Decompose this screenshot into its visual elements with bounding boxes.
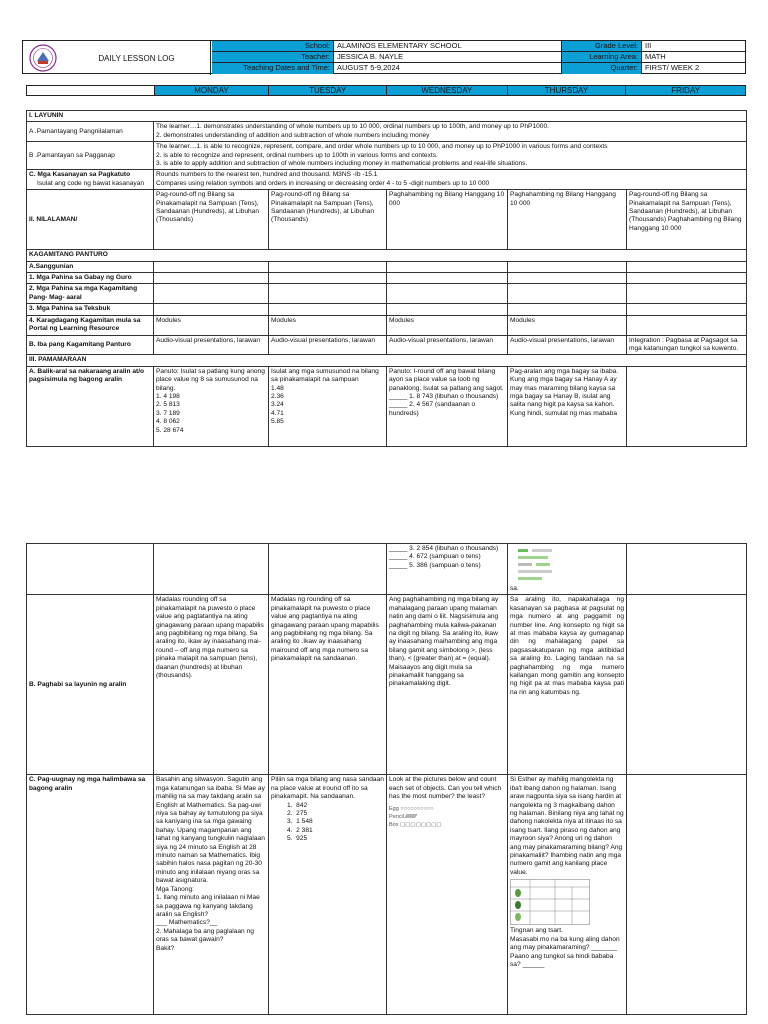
kagamitang-pang-aaral-label: 2. Mga Pahina sa mga Kagamitang Pang- Mag- aaral xyxy=(27,284,154,304)
layunin-heading: I. LAYUNIN xyxy=(27,111,747,122)
text-line: Panuto: Isulat sa patlang kung anong place value ng 8 sa sumusunod na bilang. xyxy=(156,367,265,392)
list-item: _____ 5. 386 (sampuan o tens) xyxy=(389,561,481,569)
objects-row: Egg ○○○○○○○○○○ xyxy=(389,805,434,812)
iba-thursday: Audio-visual presentations, larawan xyxy=(508,335,627,355)
grade-label: Grade Level: xyxy=(562,41,641,52)
balik-wednesday xyxy=(387,366,508,446)
pamamaraan-heading: III. PAMAMARAAN xyxy=(27,355,747,366)
karagdagang-thursday: Modules xyxy=(508,315,627,335)
objects-picture xyxy=(389,805,505,830)
list-item: 5. 925 xyxy=(287,835,308,843)
text-line: Masasabi mo na ba kung aling dahon ang may pinakamaraming? _______ xyxy=(510,935,620,952)
nilalaman-wednesday: Paghahambing ng Bilang Hanggang 10 000 xyxy=(387,190,508,250)
text-line: Panuto: I-round off ang bawat bilang ayon sa place value sa loob ng panaklong. Isulat sa patlang ang sagot. xyxy=(389,367,504,392)
karagdagang-wednesday: Modules xyxy=(387,315,508,335)
cell xyxy=(387,261,508,272)
teacher-value: JESSICA B. NAYLE xyxy=(334,52,561,63)
list-item: 2. 275 xyxy=(287,810,308,818)
leaf-chart-image xyxy=(510,879,590,925)
pag-uugnay-friday xyxy=(627,775,747,1015)
paghabi-label: B. Paghabi sa layunin ng aralin xyxy=(27,595,154,775)
text-line: 1. Ilang minuto ang inilalaan ni Mae sa paggawa ng kanyang takdang aralin sa English? xyxy=(156,894,260,918)
table-row xyxy=(27,304,747,315)
text-line: Rounds numbers to the nearest ten, hundred and thousand. M3NS -Ib -15.1 xyxy=(156,171,378,179)
list-item: 3. 1 548 xyxy=(287,818,313,826)
school-value: ALAMINOS ELEMENTARY SCHOOL xyxy=(334,41,561,52)
pag-uugnay-thursday xyxy=(508,775,627,1015)
text-line: Basahin ang sitwasyon. Sagutin ang mga katanungan sa ibaba. Si Mae ay mahilig na sa may takdang aralin sa English at Mathematics. Sa pag-uwi niya sa bahay ay tumutulong pa siya sa kaniyang ina sa mga gawaing bahay. Upang magampanan ang lahat ng kanyang tungkulin naglalaan siya ng 24 minuto sa English at 28 minuto naman sa Mathematics. Ibig sabihin halos nasa pagitan ng 20-30 minuto ang inilalaan niyang oras sa bawat asignatura. xyxy=(156,776,265,885)
cell xyxy=(387,304,508,315)
list-item: 2.36 xyxy=(271,392,284,400)
cell xyxy=(154,304,269,315)
cell xyxy=(154,544,269,595)
table-row xyxy=(27,273,747,284)
table-row xyxy=(27,250,747,261)
quarter-value: FIRST/ WEEK 2 xyxy=(645,63,700,72)
list-item: _____ 3. 2 854 (libuhan o thousands) xyxy=(389,545,499,552)
list-item: 4.71 xyxy=(271,409,284,417)
pag-uugnay-label: C. Pag-uugnay ng mga halimbawa sa bagong aralin xyxy=(27,775,154,1015)
dates-label: Teaching Dates and Time: xyxy=(212,63,333,74)
number-list xyxy=(271,802,384,844)
list-item-value: 275 xyxy=(296,810,308,818)
cell xyxy=(387,273,508,284)
cell xyxy=(627,544,747,595)
area-value: MATH xyxy=(642,52,746,63)
comparison-objects-image xyxy=(510,547,572,583)
balik-monday xyxy=(154,366,269,446)
header-values-left xyxy=(334,41,562,74)
table-row xyxy=(27,142,747,170)
cell xyxy=(508,273,627,284)
text-line: 2. Mahalaga ba ang paglalaan ng oras sa bawat gawain? xyxy=(156,927,254,944)
table-row xyxy=(27,775,747,1015)
list-item: _____ 1. 8 743 (libuhan o thousands) xyxy=(389,392,499,400)
balik-wednesday-cont xyxy=(387,544,508,595)
iba-monday: Audio-visual presentations, larawan xyxy=(154,335,269,355)
lesson-log-page-1 xyxy=(0,0,768,500)
paghabi-friday xyxy=(627,595,747,775)
text-line: Piliin sa mga bilang ang nasa sandaan na place value at iround off ito sa pinakamapit. Na sandaanan. xyxy=(271,776,384,801)
pag-uugnay-monday xyxy=(154,775,269,1015)
cell xyxy=(269,284,387,304)
iba-wednesday: Audio-visual presentations, larawan xyxy=(387,335,508,355)
nilalaman-thursday: Paghahambing ng Bilang Hanggang 10 000 xyxy=(508,190,627,250)
pag-uugnay-wednesday xyxy=(387,775,508,1015)
weekday-blank xyxy=(27,86,154,95)
kagamitan-heading: KAGAMITANG PANTURO xyxy=(27,250,747,261)
cell xyxy=(154,284,269,304)
area-label: Learning Area: xyxy=(562,52,641,63)
objects-row: Pencil ⁄⁄⁄⁄⁄⁄⁄⁄⁄⁄⁄⁄ xyxy=(389,814,417,821)
list-item: 5. 28 674 xyxy=(156,426,184,434)
text-line: Tingnan ang tsart. xyxy=(510,927,563,935)
teksbuk-label: 3. Mga Pahina sa Teksbuk xyxy=(27,304,154,315)
table-row xyxy=(27,355,747,366)
deped-seal-icon xyxy=(25,43,61,73)
text-line: The learner…1. is able to recognize, represent, compare, and order whole numbers up to 10 000, and money up to PhP1000 in various forms and contexts xyxy=(156,143,608,151)
pamantayang-pangnilalaman-text xyxy=(154,122,747,142)
balik-aral-label: A. Balik-aral sa nakaraang aralin at/o pagsisimula ng bagong aralin xyxy=(27,366,154,446)
table-row xyxy=(27,315,747,335)
table-row xyxy=(27,111,747,122)
objects-row: Box ▢▢▢▢▢▢▢▢ xyxy=(389,822,442,829)
pamantayan-pagganap-label: B .Pamantayan sa Pagganap xyxy=(27,142,154,170)
table-row xyxy=(27,595,747,775)
list-item: 4. 2 381 xyxy=(287,826,313,834)
paghabi-wednesday: Ang paghahambing ng mga bilang ay mahalagang paraan upang malaman natin ang dami o liit. Nagsisimula ang paghahambing mula kaliwa-pakanan na digit ng bilang. Sa araling ito, ikaw ay inaasahang maihambing ang mga bilang gamit ang simbolong >, (less than), < (greater than) at = (equal). Maisaayos ang digit mula sa pinakamaliit hanggang sa pinakamalaking digit. xyxy=(387,595,508,775)
cell xyxy=(27,544,154,595)
table-row xyxy=(27,544,747,595)
document-title: DAILY LESSON LOG xyxy=(63,41,211,75)
balik-thursday: Pag-aralan ang mga bagay sa ibaba. Kung ang mga bagay sa Hanay A ay may mas maraming bilang kaysa sa mga bagay sa Hanay B, isulat ang salita nang higit pa kaysa sa kahon. Kung hindi, sumulat ng mas mababa xyxy=(508,366,627,446)
cell xyxy=(269,273,387,284)
nilalaman-monday: Pag-round-off ng Bilang sa Pinakamalapit na Sampuan (Tens), Sandaanan (Hundreds), at Libuhan (Thousands) xyxy=(154,190,269,250)
iba-label: B. Iba pang Kagamitang Panturo xyxy=(27,335,154,355)
iba-tuesday: Audio-visual presentations, larawan xyxy=(269,335,387,355)
list-item: 1. 842 xyxy=(287,801,308,809)
header-block xyxy=(22,40,746,74)
school-label: School: xyxy=(212,41,333,52)
text-line: Mga Tanong: xyxy=(156,885,195,893)
gabay-label: 1. Mga Pahina sa Gabay ng Guro xyxy=(27,273,154,284)
nilalaman-tuesday: Pag-round-off ng Bilang sa Pinakamalapit na Sampuan (Tens), Sandaanan (Hundreds), at Libuhan (Thousands) xyxy=(269,190,387,250)
pamantayang-pangnilalaman-label: A .Pamantayang Pangnilalaman xyxy=(27,122,154,142)
list-item: 4. 8 062 xyxy=(156,418,180,426)
paghabi-tuesday: Madalas ng rounding off sa pinakamalapit na puwesto o place value ang pagtantiya na ating ginagawang paraan upang mapabilis ang pagbibilang ng mga bilang. Sa araling ito .Ikaw ay inaasahang mairound off ang mga numero sa pinakamalapit na sandaanan. xyxy=(269,595,387,775)
paghabi-monday: Madalas rounding off sa pinakamalapit na puwesto o place value ang pagtatantiya na ating ginagawang paraan upang mapabilis ang pagbibilang ng mga bilang. Sa araling ito, ikaw ay inaasahang mai-round – off ang mga numero sa pinaka malapit na sampuan (tens), daanan (hundreds) at libuhan (thousands). xyxy=(154,595,269,775)
kasanayan-label xyxy=(27,170,154,190)
cell xyxy=(154,261,269,272)
table-row xyxy=(27,284,747,304)
table-row xyxy=(27,170,747,190)
paghabi-thursday: Sa araling ito, napakahalaga ng kasanayan sa pagbasa at pagsulat ng mga numero at ang paggamit ng number line. Ang konsepto ng higit sa at mas mababa kaysa ay gumaganap din ng mahalagang papel sa pagsasakatuparan ng mga aktibidad sa araling ito. Laging tandaan na sa paghahambing ng mga numero kailangan mong gamitin ang konsepto ng higit pa at mas mababa kaysa pati na rin ang katumbas ng. xyxy=(508,595,627,775)
pag-uugnay-tuesday xyxy=(269,775,387,1015)
balik-tuesday xyxy=(269,366,387,446)
balik-thursday-cont xyxy=(508,544,627,595)
cell xyxy=(627,304,747,315)
cell xyxy=(627,273,747,284)
table-row xyxy=(27,122,747,142)
karagdagang-friday xyxy=(627,315,747,335)
grade-value: III xyxy=(642,41,746,52)
lesson-table-page-1 xyxy=(26,110,747,447)
text-line: C. Mga Kasanayan sa Pagkatuto xyxy=(29,171,131,179)
cell xyxy=(627,284,747,304)
quarter-label: Quarter: xyxy=(562,63,641,74)
karagdagang-tuesday: Modules xyxy=(269,315,387,335)
text-line: The learner…1. demonstrates understanding of whole numbers up to 10 000, ordinal numbers up to 100th, and money up to PhP1000. xyxy=(156,123,549,131)
balik-friday xyxy=(627,366,747,446)
list-item-value: 925 xyxy=(296,835,308,843)
day-thursday: THURSDAY xyxy=(507,86,626,95)
list-item: _____ 2. 4 567 (sandaanan o hundreds) xyxy=(389,401,476,417)
list-item-value: 842 xyxy=(296,801,308,809)
text-line: sa. xyxy=(510,585,519,592)
row-label: Egg xyxy=(389,805,399,812)
karagdagang-monday: Modules xyxy=(154,315,269,335)
teacher-label: Teacher: xyxy=(212,52,333,63)
nilalaman-label: II. NILALAMAN/ xyxy=(27,190,154,250)
sanggunian-label: A.Sanggunian xyxy=(27,261,154,272)
list-item: 5.85 xyxy=(271,418,284,426)
day-monday: MONDAY xyxy=(154,86,269,95)
dates-value: AUGUST 5-9,2024 xyxy=(337,63,400,72)
list-item: 2. 5 813 xyxy=(156,401,180,409)
row-label: Pencil xyxy=(389,814,404,821)
text-line: Isulat ang code ng bawat kasanayan xyxy=(37,179,145,187)
header-values-right xyxy=(642,41,746,74)
list-item: 3.24 xyxy=(271,401,284,409)
text-line: Compares using relation symbols and orders in increasing or decreasing order 4 - to 5 -digit numbers up to 10 000 xyxy=(156,179,490,187)
list-item: 1. 4 198 xyxy=(156,392,180,400)
text-line: ___ Mathematics?__ xyxy=(156,919,218,927)
cell xyxy=(154,273,269,284)
cell xyxy=(508,304,627,315)
text-line: Paano ang tungkol sa hindi bababa sa? ______ xyxy=(510,952,614,968)
cell xyxy=(627,261,747,272)
nilalaman-friday: Pag-round-off ng Bilang sa Pinakamalapit na Sampuan (Tens), Sandaanan (Hundreds), at Libuhan (Thousands) Paghahambing ng Bilang Hanggang 10 000 xyxy=(627,190,747,250)
cell xyxy=(508,261,627,272)
karagdagang-label: 4. Karagdagang Kagamitan mula sa Portal ng Learning Resource xyxy=(27,315,154,335)
day-wednesday: WEDNESDAY xyxy=(386,86,507,95)
text-line: Look at the pictures below and count each set of objects. Can you tell which has the most number? the least? xyxy=(389,776,502,801)
cell xyxy=(508,284,627,304)
text-line: Si Esther ay mahilig mangolekta ng iba't ibang dahon ng halaman. Isang araw nagpunta siya sa isang hardin at nangolekta ng 3 magkaibang dahon ng halaman. Binilang niya ang lahat ng dahong nakolekta niya at itinaas ito sa isang tsart. Ilang piraso ng dahon ang mayroon siya? Anong uri ng dahon ang may pinakamaraming bilang? Ang pinakamaliit? Ihambing natin ang mga numero gamit ang kanilang place value. xyxy=(510,776,624,876)
pamantayan-pagganap-text xyxy=(154,142,747,170)
header-labels-right xyxy=(562,41,642,74)
cell xyxy=(269,261,387,272)
kasanayan-text xyxy=(154,170,747,190)
text-line: Bakit? xyxy=(156,944,175,952)
list-item: 3. 7 189 xyxy=(156,409,180,417)
text-line: Isulat ang mga sumusunod na bilang sa pinakamalapit na sampuan xyxy=(271,367,379,384)
header-labels-left xyxy=(212,41,334,74)
list-item: _____ 4. 672 (sampuan o tens) xyxy=(389,553,481,561)
day-tuesday: TUESDAY xyxy=(268,86,386,95)
iba-friday: Integration : Pagbasa at Pagsagot sa mga katanungan tungkol sa kuwento. xyxy=(627,335,747,355)
list-item-value: 1 548 xyxy=(296,818,313,826)
list-item: 1.48 xyxy=(271,384,284,392)
list-item-value: 2 381 xyxy=(296,826,313,834)
table-row xyxy=(27,335,747,355)
table-row xyxy=(27,366,747,446)
cell xyxy=(387,284,508,304)
text-line: 3. is able to apply addition and subtraction of whole numbers including money in mathematical problems and real-life situations. xyxy=(156,160,528,168)
day-friday: FRIDAY xyxy=(625,86,745,95)
lesson-log-page-2 xyxy=(0,500,768,1024)
text-line: 2. is able to recognize and represent, ordinal numbers up to 100th in various forms and contexts. xyxy=(156,151,438,159)
cell xyxy=(269,544,387,595)
lesson-table-page-2 xyxy=(26,543,747,1015)
table-row xyxy=(27,261,747,272)
text-line: 2. demonstrates understanding of addition and subtraction of whole numbers including money xyxy=(156,131,430,139)
cell xyxy=(269,304,387,315)
table-row xyxy=(27,190,747,250)
row-label: Box xyxy=(389,822,399,829)
weekday-header xyxy=(26,85,746,96)
